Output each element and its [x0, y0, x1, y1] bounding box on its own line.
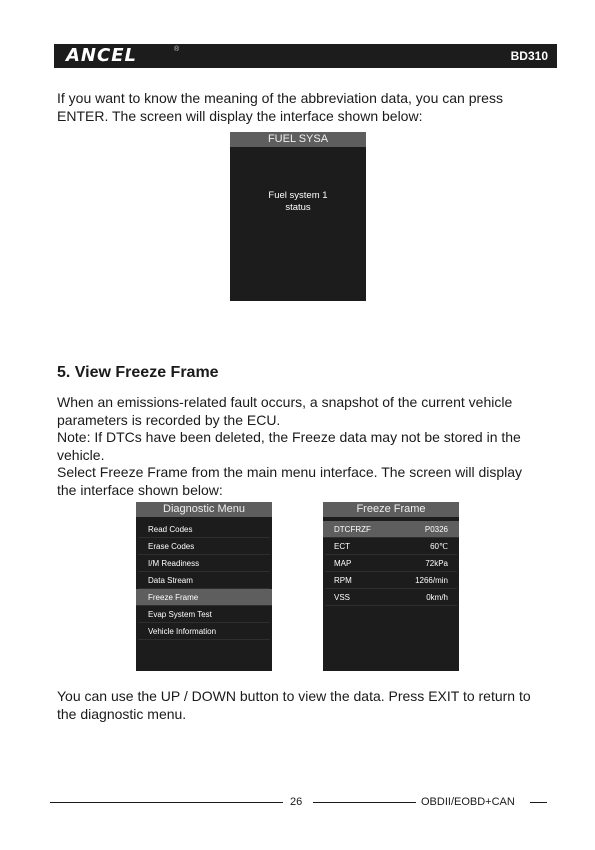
section-line: vehicle.	[57, 446, 105, 463]
freeze-frame-list	[323, 521, 459, 606]
ff-row-dtcfrzf[interactable]	[323, 521, 459, 538]
fuel-screen-line-2: status	[285, 202, 311, 213]
fuel-screen-line-1: Fuel system 1	[268, 190, 328, 201]
menu-item-erase-codes[interactable]: Erase Codes	[138, 538, 270, 555]
footer-label: OBDII/EOBD+CAN	[421, 796, 515, 808]
ff-label: ECT	[334, 542, 350, 551]
intro-paragraph	[57, 90, 503, 125]
registered-mark: ®	[174, 46, 180, 53]
header-bar	[54, 44, 557, 68]
ff-value: 60℃	[430, 542, 448, 551]
ff-value: 0km/h	[426, 593, 448, 602]
ff-row-ect[interactable]	[325, 538, 457, 555]
ff-value: 72kPa	[425, 559, 448, 568]
outro-line-1: You can use the UP / DOWN button to view the data. Press EXIT to return to	[57, 688, 531, 704]
ff-label: DTCFRZF	[334, 525, 371, 534]
section-line: When an emissions-related fault occurs, a snapshot of the current vehicle	[57, 394, 513, 410]
ff-row-vss[interactable]	[325, 589, 457, 606]
outro-line-2: the diagnostic menu.	[57, 705, 187, 722]
outro-paragraph	[57, 688, 531, 723]
model-label: BD310	[510, 49, 548, 63]
ff-label: RPM	[334, 576, 352, 585]
brand-logo: ANCEL	[66, 45, 137, 66]
freeze-frame-screen	[323, 502, 459, 671]
diagnostic-menu-title: Diagnostic Menu	[136, 502, 272, 517]
ff-label: MAP	[334, 559, 352, 568]
page-number: 26	[290, 796, 303, 808]
diagnostic-menu-list	[136, 521, 272, 640]
ff-label: VSS	[334, 593, 351, 602]
section-heading: 5. View Freeze Frame	[57, 364, 219, 381]
ff-value: P0326	[424, 525, 448, 534]
ff-row-map[interactable]	[325, 555, 457, 572]
footer-rule-right	[530, 802, 547, 803]
section-paragraph	[57, 394, 522, 499]
section-line: Note: If DTCs have been deleted, the Freeze data may not be stored in the	[57, 429, 521, 445]
section-line: the interface shown below:	[57, 481, 223, 498]
menu-item-data-stream[interactable]: Data Stream	[138, 572, 270, 589]
footer-rule-middle	[313, 802, 416, 803]
footer-rule-left	[50, 802, 283, 803]
fuel-sys-screen	[230, 132, 366, 301]
intro-line-2: ENTER. The screen will display the interface shown below:	[57, 107, 423, 124]
fuel-screen-title: FUEL SYSA	[230, 132, 366, 147]
ff-value: 1266/min	[415, 576, 448, 585]
menu-item-vehicle-information[interactable]: Vehicle Information	[138, 623, 270, 640]
section-line: parameters is recorded by the ECU.	[57, 411, 281, 428]
diagnostic-menu-screen	[136, 502, 272, 671]
section-line: Select Freeze Frame from the main menu interface. The screen will display	[57, 464, 523, 480]
intro-line-1: If you want to know the meaning of the abbreviation data, you can press	[57, 90, 503, 106]
freeze-frame-title: Freeze Frame	[323, 502, 459, 517]
fuel-screen-body	[230, 147, 366, 214]
menu-item-read-codes[interactable]: Read Codes	[138, 521, 270, 538]
ff-row-rpm[interactable]	[325, 572, 457, 589]
menu-item-evap-system-test[interactable]: Evap System Test	[138, 606, 270, 623]
menu-item-im-readiness[interactable]: I/M Readiness	[138, 555, 270, 572]
menu-item-freeze-frame[interactable]: Freeze Frame	[136, 589, 272, 606]
